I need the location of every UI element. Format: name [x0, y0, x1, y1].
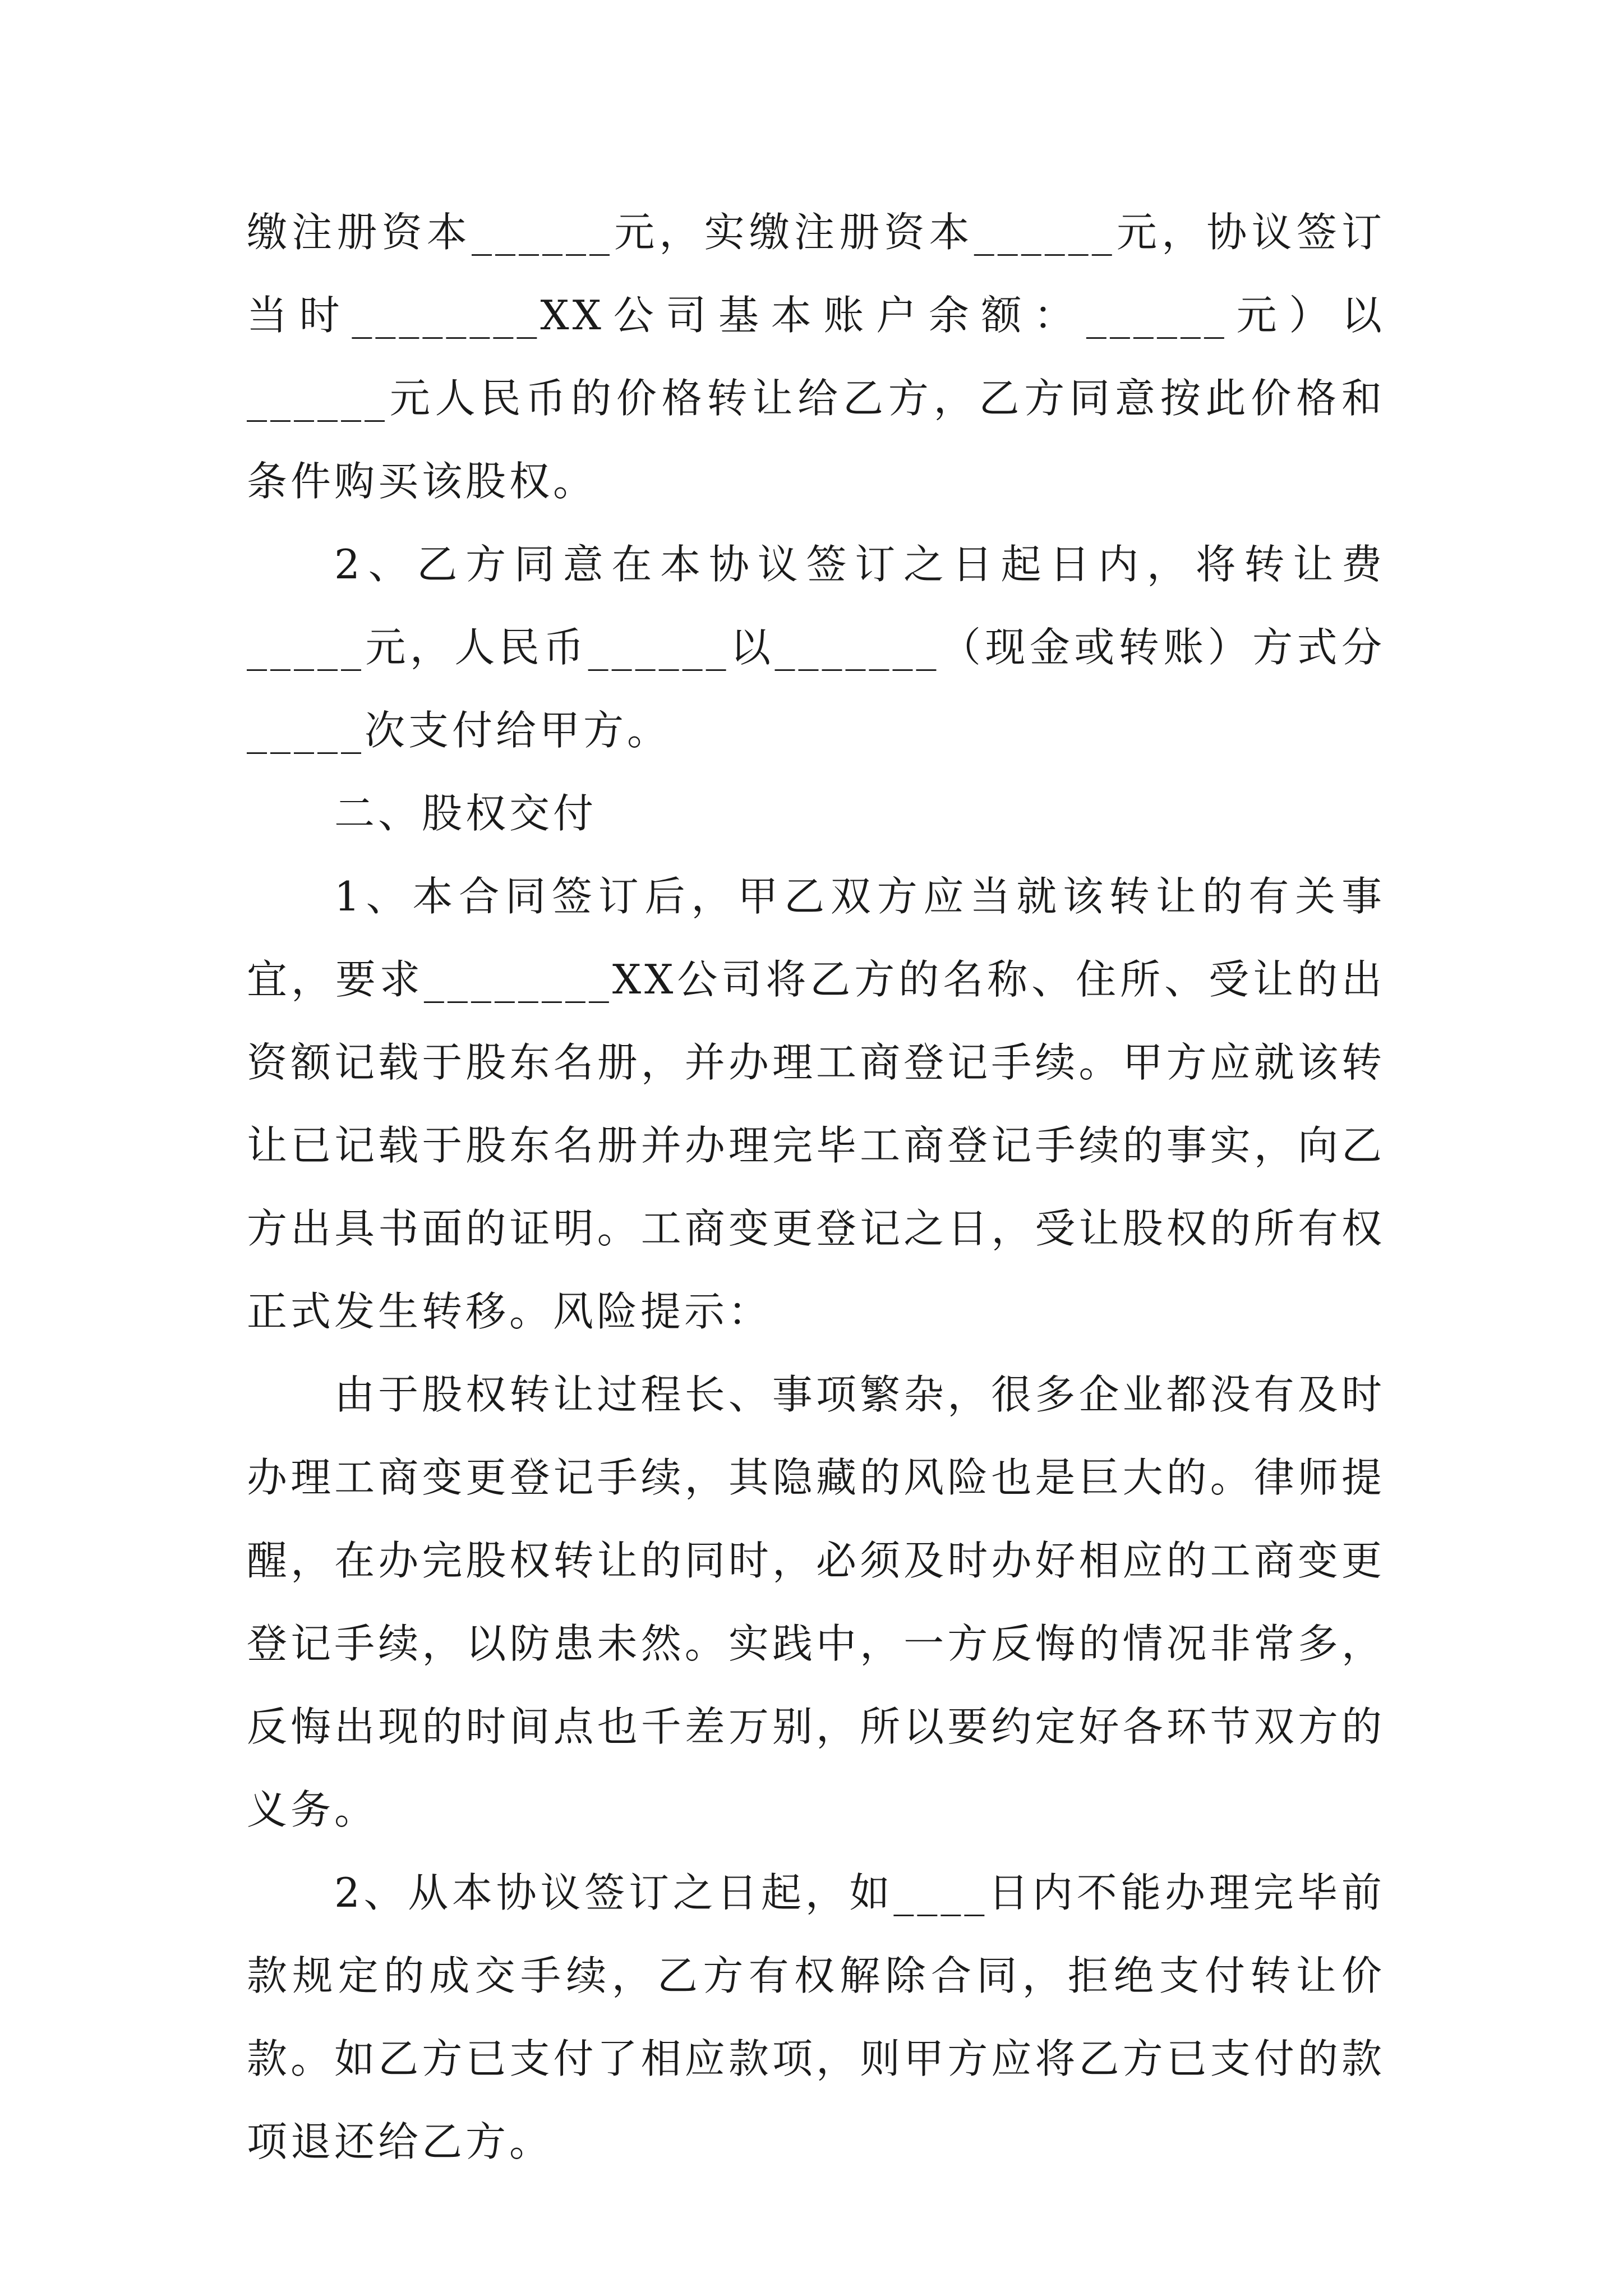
paragraph-risk-notice: 由于股权转让过程长、事项繁杂，很多企业都没有及时办理工商变更登记手续，其隐藏的风险也是巨大的。律师提醒，在办完股权转让的同时，必须及时办好相应的工商变更登记手续，以防患未然。实践中，一方反悔的情况非常多，反悔出现的时间点也千差万别，所以要约定好各环节双方的义务。	[247, 1371, 1385, 1833]
paragraph-share-price: 缴注册资本______元，实缴注册资本______元，协议签订当时________XX公司基本账户余额：______元）以______元人民币的价格转让给乙方，乙方同意按此价格和条件购买该股权。	[247, 209, 1385, 505]
section-heading-equity-delivery: 二、股权交付	[334, 790, 597, 837]
document-body	[247, 191, 1385, 2183]
paragraph-termination: 2、从本协议签订之日起，如____日内不能办理完毕前款规定的成交手续，乙方有权解除合同，拒绝支付转让价款。如乙方已支付了相应款项，则甲方应将乙方已支付的款项退还给乙方。	[247, 1869, 1385, 2165]
paragraph-registration: 1、本合同签订后，甲乙双方应当就该转让的有关事宜，要求________XX公司将乙方的名称、住所、受让的出资额记载于股东名册，并办理工商登记手续。甲方应就该转让已记载于股东名册并办理完毕工商登记手续的事实，向乙方出具书面的证明。工商变更登记之日，受让股权的所有权正式发生转移。风险提示：	[247, 873, 1385, 1335]
paragraph-payment-terms: 2、乙方同意在本协议签订之日起日内，将转让费_____元，人民币______以_______（现金或转账）方式分_____次支付给甲方。	[247, 541, 1385, 754]
